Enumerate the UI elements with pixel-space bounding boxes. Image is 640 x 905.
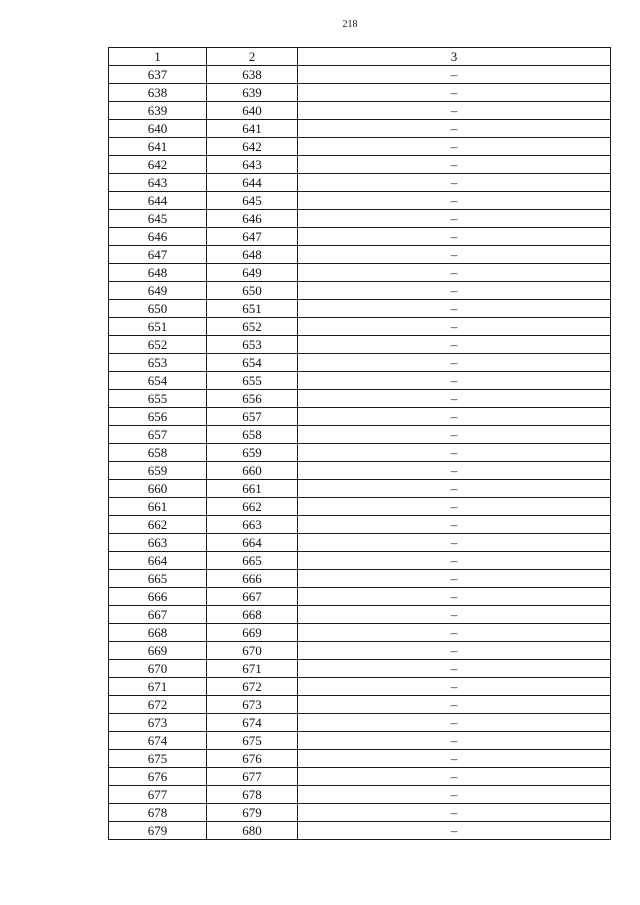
data-table: [108, 47, 611, 840]
table-cell-col-2: 638: [207, 66, 298, 84]
table-cell-col-3: –: [298, 120, 611, 138]
table-cell-col-1: 657: [109, 426, 207, 444]
table-cell-col-1: 672: [109, 696, 207, 714]
table-body: [109, 66, 611, 840]
table-cell-col-3: –: [298, 678, 611, 696]
table-cell-col-3: –: [298, 786, 611, 804]
table-cell-col-2: 640: [207, 102, 298, 120]
table-cell-col-2: 673: [207, 696, 298, 714]
table-cell-col-1: 673: [109, 714, 207, 732]
table-row: [109, 642, 611, 660]
table-cell-col-3: –: [298, 498, 611, 516]
table-row: [109, 678, 611, 696]
table-cell-col-2: 668: [207, 606, 298, 624]
table-cell-col-1: 643: [109, 174, 207, 192]
table-row: [109, 552, 611, 570]
table-cell-col-1: 679: [109, 822, 207, 840]
table-row: [109, 120, 611, 138]
table-row: [109, 282, 611, 300]
table-cell-col-2: 653: [207, 336, 298, 354]
table-cell-col-3: –: [298, 714, 611, 732]
table-cell-col-3: –: [298, 228, 611, 246]
table-cell-col-2: 641: [207, 120, 298, 138]
table-cell-col-1: 640: [109, 120, 207, 138]
table-row: [109, 318, 611, 336]
table-cell-col-1: 662: [109, 516, 207, 534]
table-cell-col-2: 654: [207, 354, 298, 372]
table-cell-col-1: 676: [109, 768, 207, 786]
table-cell-col-1: 664: [109, 552, 207, 570]
table-row: [109, 534, 611, 552]
table-cell-col-1: 675: [109, 750, 207, 768]
table-cell-col-1: 638: [109, 84, 207, 102]
table-row: [109, 768, 611, 786]
table-cell-col-1: 648: [109, 264, 207, 282]
table-cell-col-3: –: [298, 444, 611, 462]
table-cell-col-3: –: [298, 822, 611, 840]
table-row: [109, 516, 611, 534]
table-cell-col-1: 661: [109, 498, 207, 516]
table-cell-col-3: –: [298, 408, 611, 426]
table-cell-col-2: 663: [207, 516, 298, 534]
table-cell-col-3: –: [298, 660, 611, 678]
table-cell-col-3: –: [298, 300, 611, 318]
table-cell-col-1: 654: [109, 372, 207, 390]
table-cell-col-3: –: [298, 462, 611, 480]
table-row: [109, 462, 611, 480]
table-cell-col-3: –: [298, 210, 611, 228]
table-cell-col-3: –: [298, 624, 611, 642]
table-cell-col-2: 671: [207, 660, 298, 678]
table-cell-col-1: 659: [109, 462, 207, 480]
column-header-1: 1: [109, 48, 207, 66]
table-cell-col-3: –: [298, 390, 611, 408]
table-cell-col-2: 664: [207, 534, 298, 552]
table-cell-col-2: 669: [207, 624, 298, 642]
table-row: [109, 66, 611, 84]
table-cell-col-2: 675: [207, 732, 298, 750]
table-cell-col-3: –: [298, 192, 611, 210]
table-cell-col-3: –: [298, 768, 611, 786]
table-cell-col-2: 657: [207, 408, 298, 426]
table-cell-col-2: 667: [207, 588, 298, 606]
table-row: [109, 372, 611, 390]
table-row: [109, 138, 611, 156]
table-cell-col-1: 645: [109, 210, 207, 228]
table-cell-col-3: –: [298, 66, 611, 84]
table-cell-col-1: 671: [109, 678, 207, 696]
table-cell-col-3: –: [298, 606, 611, 624]
table-cell-col-3: –: [298, 246, 611, 264]
table-row: [109, 210, 611, 228]
table-cell-col-3: –: [298, 318, 611, 336]
table-cell-col-2: 656: [207, 390, 298, 408]
table-row: [109, 750, 611, 768]
table-cell-col-2: 660: [207, 462, 298, 480]
table-cell-col-1: 649: [109, 282, 207, 300]
table-row: [109, 390, 611, 408]
table-row: [109, 300, 611, 318]
table-cell-col-1: 642: [109, 156, 207, 174]
table-row: [109, 444, 611, 462]
table-cell-col-2: 646: [207, 210, 298, 228]
table-row: [109, 228, 611, 246]
table-row: [109, 624, 611, 642]
table-row: [109, 786, 611, 804]
table-cell-col-3: –: [298, 804, 611, 822]
table-cell-col-2: 659: [207, 444, 298, 462]
table-row: [109, 408, 611, 426]
table-cell-col-1: 655: [109, 390, 207, 408]
table-cell-col-1: 650: [109, 300, 207, 318]
table-header: [109, 48, 611, 66]
table-cell-col-2: 680: [207, 822, 298, 840]
table-cell-col-2: 670: [207, 642, 298, 660]
table-cell-col-1: 674: [109, 732, 207, 750]
table-cell-col-1: 678: [109, 804, 207, 822]
table-row: [109, 264, 611, 282]
table-cell-col-3: –: [298, 336, 611, 354]
table-cell-col-2: 665: [207, 552, 298, 570]
table-cell-col-3: –: [298, 516, 611, 534]
table-cell-col-2: 672: [207, 678, 298, 696]
table-row: [109, 570, 611, 588]
table-cell-col-1: 660: [109, 480, 207, 498]
table-cell-col-2: 651: [207, 300, 298, 318]
table-cell-col-1: 663: [109, 534, 207, 552]
table-cell-col-3: –: [298, 552, 611, 570]
table-cell-col-1: 646: [109, 228, 207, 246]
table-cell-col-3: –: [298, 696, 611, 714]
table-cell-col-2: 666: [207, 570, 298, 588]
table-cell-col-1: 666: [109, 588, 207, 606]
table-row: [109, 426, 611, 444]
table-cell-col-1: 651: [109, 318, 207, 336]
table-row: [109, 696, 611, 714]
table-row: [109, 714, 611, 732]
table-cell-col-3: –: [298, 588, 611, 606]
table-cell-col-1: 668: [109, 624, 207, 642]
table-row: [109, 804, 611, 822]
table-cell-col-2: 677: [207, 768, 298, 786]
table-cell-col-1: 644: [109, 192, 207, 210]
table-cell-col-1: 639: [109, 102, 207, 120]
table-row: [109, 246, 611, 264]
table-cell-col-2: 661: [207, 480, 298, 498]
table-cell-col-2: 674: [207, 714, 298, 732]
table-cell-col-3: –: [298, 84, 611, 102]
table-cell-col-3: –: [298, 264, 611, 282]
table-cell-col-1: 647: [109, 246, 207, 264]
table-cell-col-1: 667: [109, 606, 207, 624]
table-cell-col-3: –: [298, 534, 611, 552]
table-cell-col-2: 652: [207, 318, 298, 336]
table-row: [109, 588, 611, 606]
table-cell-col-1: 670: [109, 660, 207, 678]
table-row: [109, 84, 611, 102]
table-cell-col-3: –: [298, 426, 611, 444]
table-cell-col-1: 641: [109, 138, 207, 156]
table-cell-col-3: –: [298, 354, 611, 372]
table-row: [109, 102, 611, 120]
table-cell-col-2: 644: [207, 174, 298, 192]
table-row: [109, 732, 611, 750]
table-cell-col-2: 678: [207, 786, 298, 804]
table-cell-col-3: –: [298, 282, 611, 300]
table-cell-col-1: 656: [109, 408, 207, 426]
table-cell-col-1: 669: [109, 642, 207, 660]
table-cell-col-3: –: [298, 102, 611, 120]
table-row: [109, 498, 611, 516]
table-cell-col-2: 645: [207, 192, 298, 210]
table-cell-col-3: –: [298, 174, 611, 192]
table-cell-col-1: 658: [109, 444, 207, 462]
table-row: [109, 480, 611, 498]
table-cell-col-3: –: [298, 732, 611, 750]
table-cell-col-1: 665: [109, 570, 207, 588]
table-cell-col-3: –: [298, 570, 611, 588]
table-cell-col-3: –: [298, 138, 611, 156]
page-number: 218: [342, 19, 358, 30]
table-cell-col-1: 637: [109, 66, 207, 84]
table-row: [109, 354, 611, 372]
table-cell-col-3: –: [298, 156, 611, 174]
table-row: [109, 174, 611, 192]
table-cell-col-2: 647: [207, 228, 298, 246]
table-cell-col-2: 649: [207, 264, 298, 282]
table-cell-col-3: –: [298, 750, 611, 768]
table-row: [109, 336, 611, 354]
table-cell-col-3: –: [298, 642, 611, 660]
table-cell-col-2: 642: [207, 138, 298, 156]
table-cell-col-2: 658: [207, 426, 298, 444]
table-cell-col-3: –: [298, 372, 611, 390]
table-cell-col-3: –: [298, 480, 611, 498]
column-header-3: 3: [298, 48, 611, 66]
table-cell-col-2: 650: [207, 282, 298, 300]
table-cell-col-1: 677: [109, 786, 207, 804]
table-row: [109, 156, 611, 174]
table-cell-col-1: 652: [109, 336, 207, 354]
table-cell-col-2: 648: [207, 246, 298, 264]
table-cell-col-2: 655: [207, 372, 298, 390]
table-cell-col-1: 653: [109, 354, 207, 372]
table-cell-col-2: 662: [207, 498, 298, 516]
table-cell-col-2: 643: [207, 156, 298, 174]
column-header-2: 2: [207, 48, 298, 66]
table-cell-col-2: 679: [207, 804, 298, 822]
table-row: [109, 822, 611, 840]
table-row: [109, 192, 611, 210]
table-cell-col-2: 639: [207, 84, 298, 102]
table-row: [109, 660, 611, 678]
header-row: [109, 48, 611, 66]
table-row: [109, 606, 611, 624]
table-cell-col-2: 676: [207, 750, 298, 768]
